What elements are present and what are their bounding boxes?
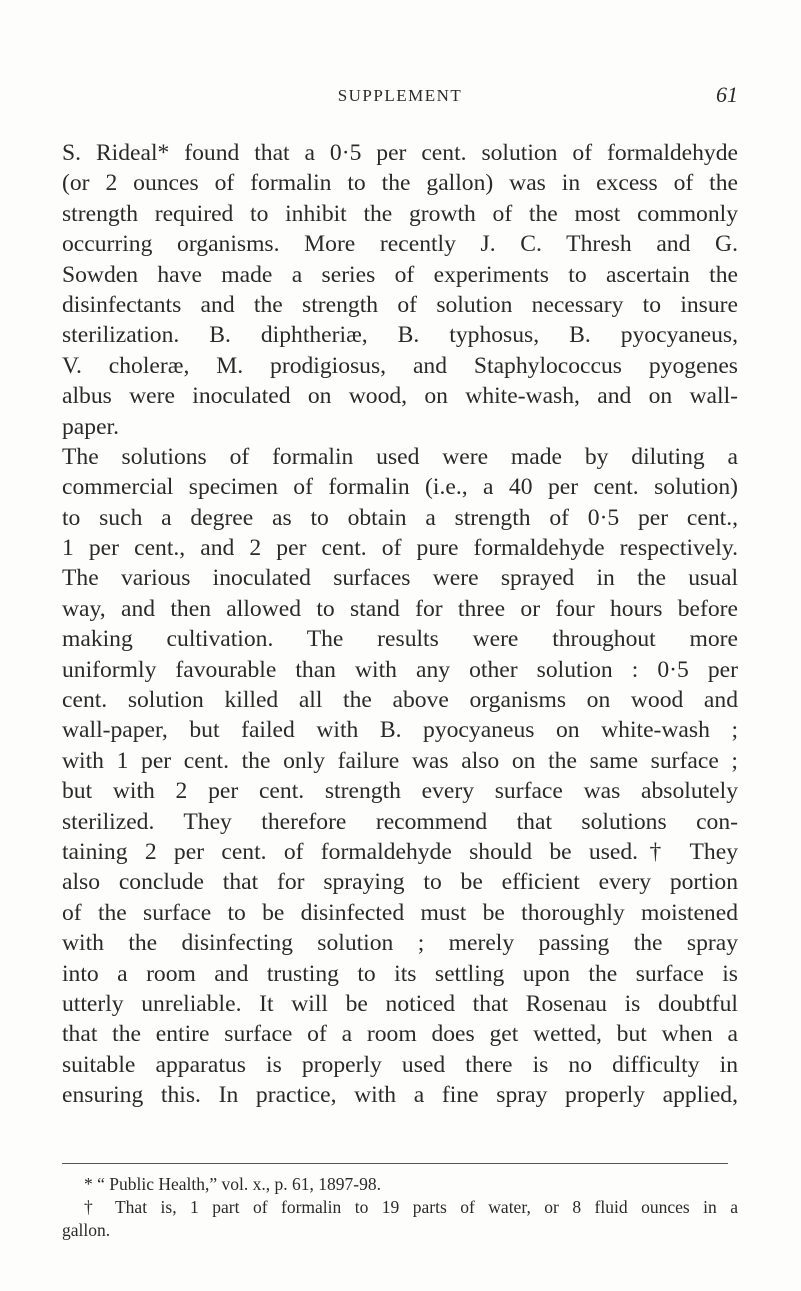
text-line: of the surface to be disinfected must be thoroughly moistened	[62, 899, 738, 926]
running-title: SUPPLEMENT	[337, 86, 463, 105]
book-page	[62, 0, 738, 1291]
body-text	[62, 138, 738, 1111]
text-line: suitable apparatus is properly used there is no difficulty in	[62, 1051, 738, 1078]
text-line: uniformly favourable than with any other solution : 0·5 per	[62, 656, 738, 683]
text-line: making cultivation. The results were throughout more	[62, 626, 738, 653]
page-number: 61	[716, 82, 738, 107]
text-line: disinfectants and the strength of solution necessary to insure	[62, 291, 738, 318]
text-line: also conclude that for spraying to be efficient every portion	[62, 869, 738, 896]
text-line: cent. solution killed all the above organisms on wood and	[62, 687, 738, 714]
text-line: (or 2 ounces of formalin to the gallon) was in excess of the	[62, 170, 738, 197]
text-line: way, and then allowed to stand for three or four hours before	[62, 595, 738, 622]
text-line: ensuring this. In practice, with a fine spray properly applied,	[62, 1082, 738, 1109]
text-line: that the entire surface of a room does get wetted, but when a	[62, 1021, 738, 1048]
footnotes	[62, 1173, 738, 1242]
text-line: The various inoculated surfaces were sprayed in the usual	[62, 565, 738, 592]
text-line: into a room and trusting to its settling upon the surface is	[62, 960, 738, 987]
text-line: 1 per cent., and 2 per cent. of pure formaldehyde respectively.	[62, 535, 738, 562]
text-line: to such a degree as to obtain a strength of 0·5 per cent.,	[62, 504, 738, 531]
footnote-2-continuation: gallon.	[62, 1220, 111, 1240]
text-line: occurring organisms. More recently J. C. Thresh and G.	[62, 231, 738, 258]
footnote-2: † That is, 1 part of formalin to 19 parts of water, or 8 fluid ounces in a	[84, 1197, 738, 1217]
text-line: V. choleræ, M. prodigiosus, and Staphylococcus pyogenes	[62, 352, 738, 379]
text-line: with the disinfecting solution ; merely passing the spray	[62, 930, 738, 957]
text-line: commercial specimen of formalin (i.e., a 40 per cent. solution)	[62, 474, 738, 501]
text-line: S. Rideal* found that a 0·5 per cent. solution of formaldehyde	[62, 140, 738, 166]
text-line: albus were inoculated on wood, on white-wash, and on wall-	[62, 383, 738, 410]
text-line: with 1 per cent. the only failure was also on the same surface ;	[62, 747, 738, 774]
text-line: sterilized. They therefore recommend that solutions con-	[62, 808, 738, 835]
text-line: wall-paper, but failed with B. pyocyaneus on white-wash ;	[62, 717, 738, 744]
text-line: Sowden have made a series of experiments to ascertain the	[62, 261, 738, 288]
text-line: The solutions of formalin used were made by diluting a	[62, 443, 738, 470]
text-line: utterly unreliable. It will be noticed that Rosenau is doubtful	[62, 990, 738, 1017]
text-line: sterilization. B. diphtheriæ, B. typhosus, B. pyocyaneus,	[62, 322, 738, 349]
text-line: strength required to inhibit the growth of the most commonly	[62, 200, 738, 227]
text-line: taining 2 per cent. of formaldehyde should be used.† They	[62, 838, 738, 865]
text-line: paper.	[62, 413, 119, 440]
footnote-1: * “ Public Health,” vol. x., p. 61, 1897-98.	[84, 1174, 381, 1194]
footnote-rule	[62, 1163, 728, 1164]
running-head	[62, 82, 738, 108]
text-line: but with 2 per cent. strength every surface was absolutely	[62, 778, 738, 805]
